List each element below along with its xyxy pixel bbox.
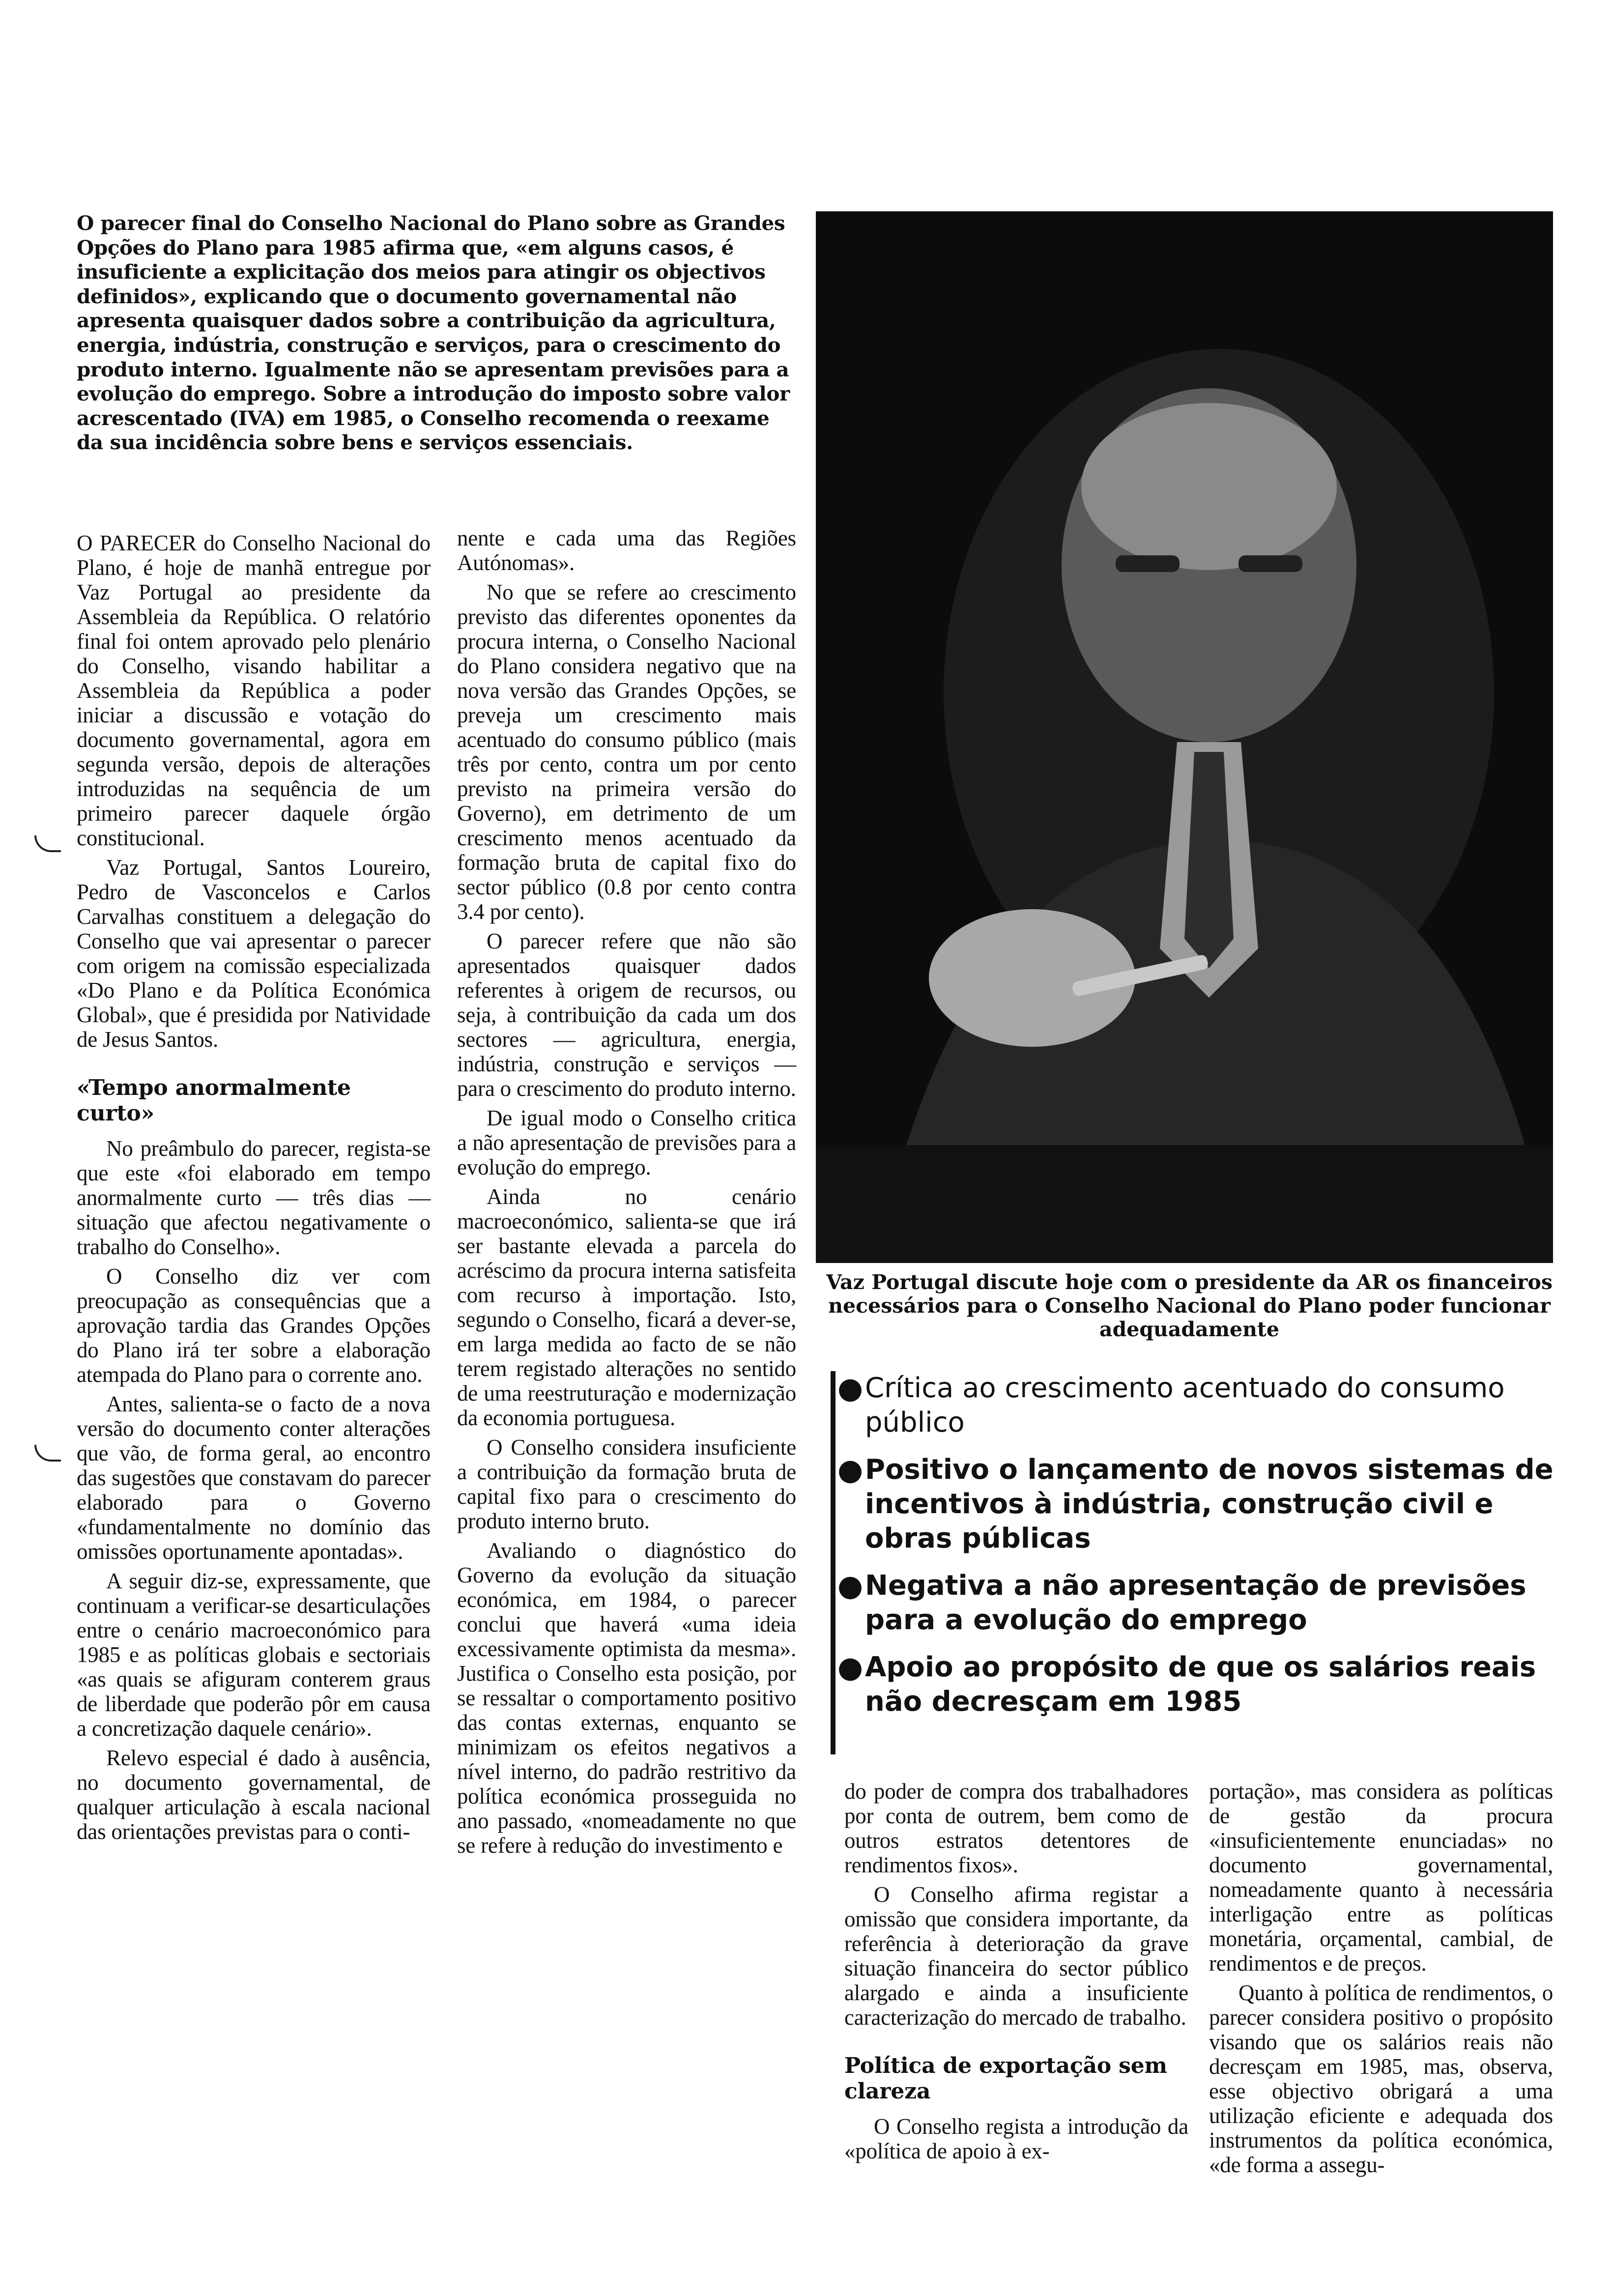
bullet-icon: ●	[837, 1569, 864, 1603]
highlight-text: Positivo o lançamento de novos sistemas de incentivos à indústria, construção civil e obras públicas	[865, 1454, 1554, 1554]
paragraph: O PARECER do Conselho Nacional do Plano, é hoje de manhã entregue por Vaz Portugal ao presidente da Assembleia da República. O relatório final foi ontem aprovado pelo plenário do Conselho, visando habilitar a Assembleia da República a poder iniciar a discussão e votação do documento governamental, agora em segunda versão, depois de alterações introduzidas na sequência de um primeiro parecer daquele órgão constitucional.	[77, 531, 431, 850]
highlight-item	[835, 1453, 1558, 1556]
paragraph: portação», mas considera as políticas de gestão da procura «insuficientemente enunciadas» no documento governamental, nomeadamente quanto à necessária interligação entre as políticas monetária, orçamental, cambial, de rendimentos e de preços.	[1209, 1779, 1553, 1976]
paragraph: O Conselho regista a introdução da «política de apoio à ex-	[844, 2114, 1188, 2163]
paragraph: nente e cada uma das Regiões Autónomas».	[457, 526, 796, 575]
article-column-4	[1209, 1779, 1553, 2182]
article-column-1	[77, 531, 431, 1849]
paragraph: O Conselho diz ver com preocupação as consequências que a aprovação tardia das Grandes Opções do Plano irá ter sobre a elaboração atempada do Plano para o corrente ano.	[77, 1264, 431, 1387]
bullet-icon: ●	[837, 1453, 864, 1487]
photo-caption: Vaz Portugal discute hoje com o presidente da AR os financeiros necessários para o Conselho Nacional do Plano poder funcionar adequadamente	[826, 1270, 1553, 1341]
article-column-3	[844, 1779, 1188, 2168]
paragraph: Antes, salienta-se o facto de a nova versão do documento conter alterações que vão, de forma geral, ao encontro das sugestões que constavam do parecer elaborado para o Governo «fundamentalmente no domínio das omissões oportunamente apontadas».	[77, 1392, 431, 1564]
portrait-illustration	[816, 211, 1553, 1263]
bullet-icon: ●	[837, 1650, 864, 1685]
paragraph: Avaliando o diagnóstico do Governo da evolução da situação económica, em 1984, o parecer conclui que haverá «uma ideia excessivamente optimista da mesma». Justifica o Conselho esta posição, por se ressaltar o comportamento positivo das contas externas, enquanto se minimizam os efeitos negativos a nível interno, do padrão restritivo da política económica prosseguida no ano passado, «nomeadamente no que se refere à redução do investimento e	[457, 1538, 796, 1858]
highlight-text: Negativa a não apresentação de previsões para a evolução do emprego	[865, 1570, 1526, 1636]
paragraph: Quanto à política de rendimentos, o parecer considera positivo o propósito visando que os salários reais não decresçam em 1985, mas, observa, esse objectivo obrigará a uma utilização eficiente e adequada dos instrumentos da política económica, «de forma a assegu-	[1209, 1980, 1553, 2177]
paragraph: De igual modo o Conselho critica a não apresentação de previsões para a evolução do emprego.	[457, 1106, 796, 1179]
paragraph: Relevo especial é dado à ausência, no documento governamental, de qualquer articulação à escala nacional das orientações previstas para o conti-	[77, 1746, 431, 1844]
margin-mark-icon	[34, 1445, 61, 1462]
highlight-text: Crítica ao crescimento acentuado do consumo público	[865, 1372, 1505, 1438]
paragraph: No preâmbulo do parecer, regista-se que este «foi elaborado em tempo anormalmente curto — três dias — situação que afectou negativamente o trabalho do Conselho».	[77, 1136, 431, 1259]
bullet-icon: ●	[837, 1371, 864, 1406]
highlight-text: Apoio ao propósito de que os salários reais não decresçam em 1985	[865, 1651, 1536, 1718]
paragraph: A seguir diz-se, expressamente, que continuam a verificar-se desarticulações entre o cenário macroeconómico para 1985 e as políticas globais e sectoriais «as quais se afiguram conterem graus de liberdade que poderão pôr em causa a concretização daquele cenário».	[77, 1569, 431, 1741]
highlight-item	[835, 1371, 1558, 1440]
lead-paragraph: O parecer final do Conselho Nacional do Plano sobre as Grandes Opções do Plano para 1985 afirma que, «em alguns casos, é insuficiente a explicitação dos meios para atingir os objectivos definidos», explicando que o documento governamental não apresenta quaisquer dados sobre a contribuição da agricultura, energia, indústria, construção e serviços, para o crescimento do produto interno. Igualmente não se apresentam previsões para a evolução do emprego. Sobre a introdução do imposto sobre valor acrescentado (IVA) em 1985, o Conselho recomenda o reexame da sua incidência sobre bens e serviços essenciais.	[77, 211, 790, 455]
paragraph: O Conselho considera insuficiente a contribuição da formação bruta de capital fixo para o crescimento do produto interno bruto.	[457, 1435, 796, 1533]
paragraph: O Conselho afirma registar a omissão que considera importante, da referência à deterioração da grave situação financeira do sector público alargado e ainda a insuficiente caracterização do mercado de trabalho.	[844, 1882, 1188, 2030]
paragraph: Vaz Portugal, Santos Loureiro, Pedro de Vasconcelos e Carlos Carvalhas constituem a delegação do Conselho que vai apresentar o parecer com origem na comissão especializada «Do Plano e da Política Económica Global», que é presidida por Natividade de Jesus Santos.	[77, 855, 431, 1052]
section-heading: «Tempo anormalmente curto»	[77, 1075, 351, 1126]
highlight-item	[835, 1569, 1558, 1637]
paragraph: O parecer refere que não são apresentados quaisquer dados referentes à origem de recursos, ou seja, à contribuição da cada um dos sectores — agricultura, energia, indústria, construção e serviços — para o crescimento do produto interno.	[457, 929, 796, 1101]
article-column-2	[457, 526, 796, 1863]
portrait-photo	[816, 211, 1553, 1263]
highlight-item	[835, 1650, 1558, 1719]
margin-mark-icon	[34, 835, 61, 852]
section-heading: Política de exportação sem clareza	[844, 2053, 1167, 2104]
paragraph: No que se refere ao crescimento previsto das diferentes oponentes da procura interna, o Conselho Nacional do Plano considera negativo que na nova versão das Grandes Opções, se preveja um crescimento mais acentuado do consumo público (mais três por cento, contra um por cento previsto na primeira versão do Governo), em detrimento de um crescimento menos acentuado da formação bruta de capital fixo do sector público (0.8 por cento contra 3.4 por cento).	[457, 580, 796, 924]
highlights-box	[831, 1371, 1558, 1754]
paragraph: Ainda no cenário macroeconómico, salienta-se que irá ser bastante elevada a parcela do acréscimo da procura interna satisfeita com recurso à importação. Isto, segundo o Conselho, ficará a dever-se, em larga medida ao facto de se não terem registado alterações no sentido de uma reestruturação e modernização da economia portuguesa.	[457, 1184, 796, 1430]
paragraph: do poder de compra dos trabalhadores por conta de outrem, bem como de outros estratos detentores de rendimentos fixos».	[844, 1779, 1188, 1877]
